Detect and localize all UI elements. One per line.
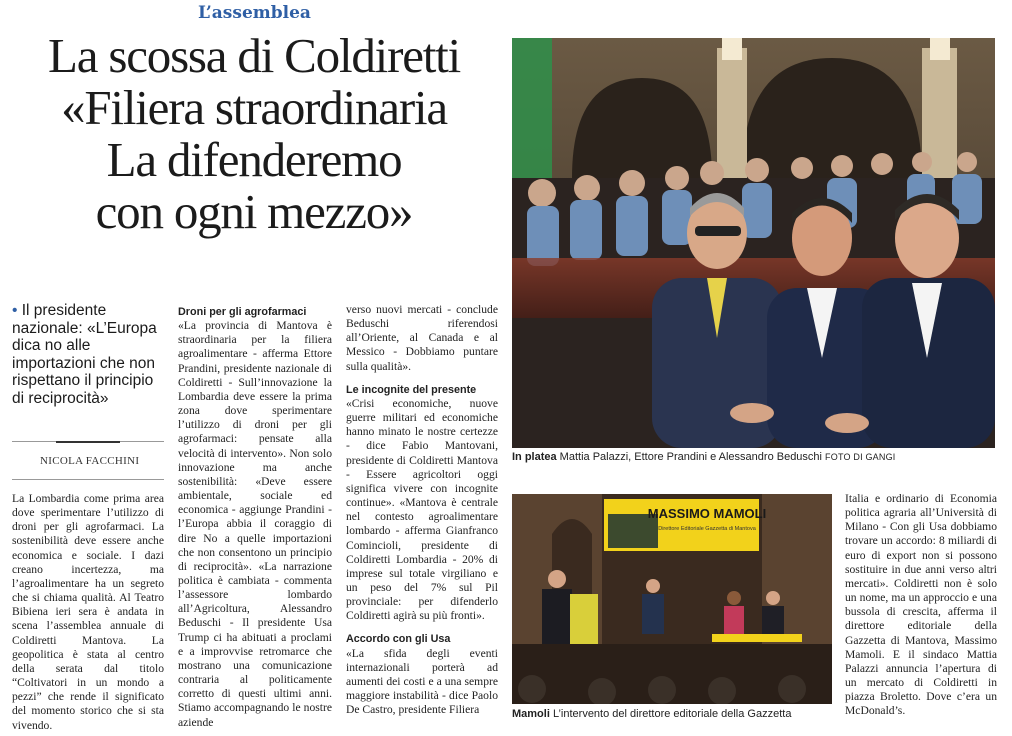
paragraph: verso nuovi mercati - conclude Beduschi riferendosi all’Oriente, al Canada e al Messico - Dobbiamo puntare sulla qualità». bbox=[346, 303, 498, 373]
headline-line-1: La scossa di Coldiretti bbox=[48, 28, 460, 83]
audience-photo-caption bbox=[512, 451, 995, 463]
subheading: Accordo con gli Usa bbox=[346, 633, 451, 646]
paragraph: «La provincia di Mantova è straordinaria per la filiera agroalimentare - afferma Ettore Prandini, presidente nazionale di Coldiretti - Sull’innovazione la Lombardia deve essere la prima zona dove sperimentare l’utilizzo di droni per gli agrofarmaci: pensate alla velocità di intervento». Non solo innovazione ma anche sostenibilità: «Deve essere ambientale, sociale ed economica - aggiunge Prandini - l’Europa abbia il coraggio di dire No a quelle importazioni che non consentono un principio di reciprocità». «La narrazione politica è cambiata - commenta l’assessore lombardo all’Agricoltura, Alessandro Beduschi - Il presidente Usa Trump ci ha abituati a proclami e a improvvise retromarce che mostrano una comunicazione contraria al politicamente corretto di questi ultimi anni. Stiamo accompagnando le nostre aziende bbox=[178, 319, 332, 729]
article-column-2 bbox=[178, 303, 332, 733]
paragraph: La Lombardia come prima area dove sperimentare l’utilizzo di droni per gli agrofarmaci. La sostenibilità deve essere anche economica e sociale. I dazi creano incertezza, ma l’agroalimentare ha un segreto che si chiama qualità. Al Teatro Bibiena ieri sera è andata in scena l’assemblea annuale di Coldiretti Mantova. La geopolitica è stata al centro della serata dal titolo “Coltivatori in un mondo a pezzi” che rende il significato del momento storico che si sta vivendo. bbox=[12, 492, 164, 732]
article-column-3 bbox=[346, 303, 498, 733]
summary-text: Il presidente nazionale: «L’Europa dica no alle importazioni che non rispettano il principio di reciprocità» bbox=[12, 302, 157, 407]
headline bbox=[8, 30, 500, 238]
caption-lead: In platea bbox=[512, 451, 557, 463]
caption-text: L’intervento del direttore editoriale della Gazzetta bbox=[549, 708, 792, 720]
byline-divider-bottom bbox=[12, 479, 164, 480]
article-column-1 bbox=[12, 492, 164, 732]
photo-credit: FOTO DI GANGI bbox=[825, 452, 896, 462]
headline-line-3: La difenderemo bbox=[106, 132, 402, 187]
byline: NICOLA FACCHINI bbox=[40, 455, 140, 467]
headline-line-2: «Filiera straordinaria bbox=[61, 80, 447, 135]
screen-role: Direttore Editoriale Gazzetta di Mantova bbox=[658, 526, 756, 532]
paragraph: Italia e ordinario di Economia politica agraria all’Università di Milano - Con gli Usa dobbiamo trovare un accordo: 8 miliardi di euro di export non si possono sostituire in due anni verso altri mercati». Coldiretti non è solo un nome, ma un approccio e una bussola di crescita, afferma il direttore editoriale della Gazzetta di Mantova, Massimo Mamoli. E il sindaco Mattia Palazzi annuncia l’apertura di un mercato di Coldiretti in piazza Broletto. Dove c’era un McDonald’s. bbox=[845, 492, 997, 718]
audience-photo bbox=[512, 38, 995, 448]
paragraph: «La sfida degli eventi internazionali porterà ad aumenti dei costi e a una sempre maggiore instabilità - dice Paolo De Castro, presidente Filiera bbox=[346, 646, 498, 717]
caption-lead: Mamoli bbox=[512, 708, 550, 720]
caption-text: Mattia Palazzi, Ettore Prandini e Alessandro Beduschi bbox=[556, 451, 826, 463]
paragraph: «Crisi economiche, nuove guerre militari ed economiche hanno minato le nostre certezze - dice Fabio Mantovani, presidente di Coldiretti Mantova - Essere agricoltori oggi significa vivere con incognite continue». «Mantova è centrale nel contesto agroalimentare lombardo - afferma Gianfranco Comincioli, presidente di Coldiretti Lombardia - 20% di imprese sul totale virgiliano e un peso del 7% sul Pil provinciale: per difenderlo Coldiretti agirà su più fronti». bbox=[346, 396, 498, 623]
subheading: Droni per gli agrofarmaci bbox=[178, 306, 307, 318]
section-kicker: L’assemblea bbox=[198, 3, 311, 23]
summary-bullet: • bbox=[12, 302, 18, 319]
stage-photo bbox=[512, 494, 832, 704]
subheading: Le incognite del presente bbox=[346, 383, 477, 396]
screen-name: MASSIMO MAMOLI bbox=[647, 506, 767, 521]
article-column-4 bbox=[845, 492, 997, 732]
headline-line-4: con ogni mezzo» bbox=[95, 184, 413, 239]
summary-rule bbox=[56, 441, 120, 443]
stage-photo-caption bbox=[512, 708, 832, 720]
summary bbox=[12, 302, 164, 407]
